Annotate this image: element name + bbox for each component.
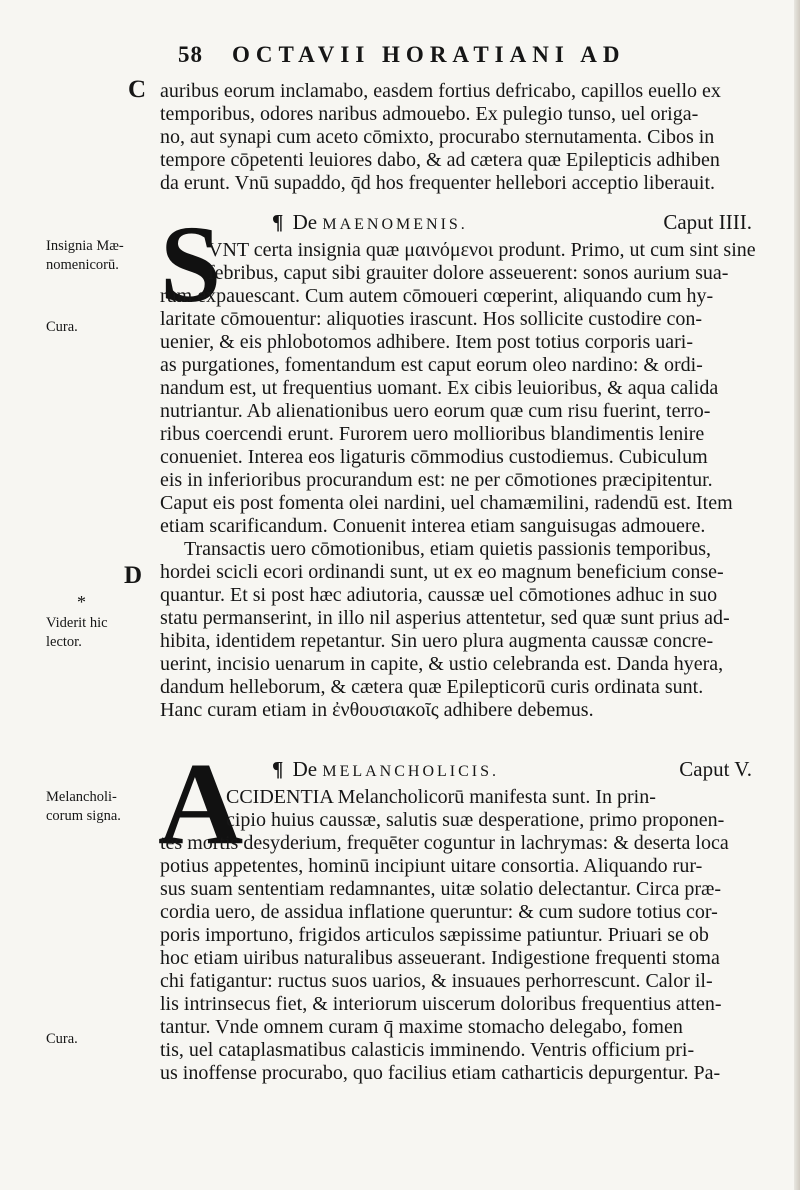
text-line: temporibus, odores naribus admouebo. Ex pulegio tunso, uel origa- <box>160 103 699 125</box>
marginal-note-melancholicorum <box>46 788 146 826</box>
text-line: dandum helleborum, & cætera quæ Epilepticorū curis ordinata sunt. <box>160 676 704 698</box>
text-line: febribus, caput sibi grauiter dolore asseuerent: sonos aurium sua- <box>208 262 729 284</box>
text-line: poris importuno, frigidos articulos sæpissime patiuntur. Priuari se ob <box>160 924 709 946</box>
text-line: tantur. Vnde omnem curam q̄ maxime stomacho delegabo, fomen <box>160 1016 683 1038</box>
paragraph-melancholicis-head <box>226 786 782 832</box>
text-line: uenier, & eis phlobotomos adhibere. Item post totius corporis uari- <box>160 331 693 353</box>
text-line: hibita, identidem repetantur. Sin uero plura augmenta caussæ concre- <box>160 630 714 652</box>
marginal-line: Viderit hic <box>46 615 108 631</box>
marginal-line: Insignia Mæ- <box>46 238 124 254</box>
text-line: quantur. Et si post hæc adiutoria, caussæ uel cōmotiones adhuc in suo <box>160 584 718 606</box>
text-line: eis in inferioribus procurandum est: ne per cōmotiones præcipitentur. <box>160 469 713 491</box>
text-line: etiam scarificandum. Conuenit interea etiam sanguisugas admouere. <box>160 515 706 537</box>
text-line: as purgationes, fomentandum est caput eorum oleo nardino: & ordi- <box>160 354 703 376</box>
drop-cap-a: A <box>158 738 244 869</box>
text-line: us inoffense procurabo, quo facilius etiam catharticis depurgentur. Pa- <box>160 1062 721 1084</box>
marginal-note-cura-2: Cura. <box>46 1031 78 1047</box>
caput-number: Caput IIII. <box>663 210 752 234</box>
text-line: statu permanserint, in illo nil asperius attentetur, sed quæ sunt prius ad- <box>160 607 730 629</box>
heading-de: De <box>292 757 318 781</box>
text-line: Transactis uero cōmotionibus, etiam quietis passionis temporibus, <box>184 538 711 560</box>
text-line: hordei scicli ecori ordinandi sunt, ut ex eo magnum beneficium conse- <box>160 561 724 583</box>
chapter-heading-melancholicis <box>272 757 772 785</box>
text-line: auribus eorum inclamabo, easdem fortius defricabo, capillos euello ex <box>160 80 721 102</box>
text-line: conueniet. Interea eos ligaturis cōmmodius custodiemus. Cubiculum <box>160 446 708 468</box>
marginal-line: Melancholi- <box>46 789 117 805</box>
text-line: VNT certa insignia quæ μαινόμενοι produnt. Primo, ut cum sint sine <box>208 239 756 261</box>
margin-letter-d: D <box>124 562 143 589</box>
heading-title: MELANCHOLICIS. <box>322 763 500 780</box>
text-line: cordia uero, de assidua inflatione queruntur: & cum sudore totius cor- <box>160 901 718 923</box>
drop-cap-s: S <box>160 203 222 325</box>
pilcrow: ¶ <box>272 210 284 234</box>
heading-de: De <box>292 210 318 234</box>
chapter-heading-maenomenis <box>272 210 772 238</box>
text-line: uerint, incisio uenarum in capite, & ustio celebranda est. Danda hyera, <box>160 653 724 675</box>
text-line: nandum est, ut frequentius uomant. Ex cibis leuioribus, & aqua calida <box>160 377 719 399</box>
text-line: no, aut synapi cum aceto cōmixto, procurabo sternutamenta. Cibos in <box>160 126 715 148</box>
text-line: Hanc curam etiam in ἐνθουσιακοῖς adhibere debemus. <box>160 699 594 721</box>
paragraph-maenomenis-head <box>208 239 782 285</box>
running-head <box>178 42 738 72</box>
marginal-line: lector. <box>46 634 82 650</box>
text-line: laritate cōmouentur: aliquoties irascunt. Hos sollicite custodire con- <box>160 308 703 330</box>
marginal-line: corum signa. <box>46 808 121 824</box>
text-line: tempore cōpetenti leuiores dabo, & ad cætera quæ Epilepticis adhiben <box>160 149 720 171</box>
heading-title: MAENOMENIS. <box>322 216 468 233</box>
page-edge <box>794 0 800 1190</box>
caput-number: Caput V. <box>679 757 752 781</box>
text-line: tes mortis desyderium, frequēter coguntur in lachrymas: & deserta loca <box>160 832 729 854</box>
marginal-note-viderit <box>46 614 146 652</box>
marginal-note-insignia <box>46 237 146 275</box>
text-line: tis, uel cataplasmatibus calasticis imminendo. Ventris officium pri- <box>160 1039 695 1061</box>
paragraph-intro <box>160 80 782 195</box>
asterisk-mark: * <box>77 592 86 612</box>
text-line: ribus coercendi erunt. Furorem uero mollioribus blandimentis lenire <box>160 423 705 445</box>
text-line: chi fatigantur: ructus suos uarios, & insuaues perhorrescunt. Calor il- <box>160 970 713 992</box>
page-number: 58 <box>178 42 203 67</box>
paragraph-maenomenis <box>160 285 782 722</box>
text-line: cipio huius caussæ, salutis suæ desperatione, primo proponen- <box>226 809 725 831</box>
running-title: OCTAVII HORATIANI AD <box>232 42 626 67</box>
margin-letter-c: C <box>128 76 147 103</box>
text-line: potius appetentes, hominū incipiunt uitare consortia. Aliquando rur- <box>160 855 703 877</box>
text-line: lis intrinsecus fiet, & interiorum uiscerum doloribus frequentius atten- <box>160 993 722 1015</box>
marginal-line: nomenicorū. <box>46 257 119 273</box>
text-line: rum expauescant. Cum autem cōmoueri cœperint, aliquando cum hy- <box>160 285 714 307</box>
text-line: sus suam sententiam redamnantes, uitæ solatio delectantur. Circa præ- <box>160 878 721 900</box>
text-line: CCIDENTIA Melancholicorū manifesta sunt. In prin- <box>226 786 656 808</box>
marginal-note-cura: Cura. <box>46 319 78 335</box>
paragraph-melancholicis <box>160 832 782 1085</box>
text-line: hoc etiam uiribus naturalibus asseuerant. Indigestione frequenti stoma <box>160 947 720 969</box>
text-line: da erunt. Vnū supaddo, q̄d hos frequenter hellebori acceptio liberauit. <box>160 172 716 194</box>
text-line: nutriantur. Ab alienationibus uero eorum quæ cum risu fuerint, terro- <box>160 400 711 422</box>
text-line: Caput eis post fomenta olei nardini, uel chamæmilini, radendū est. Item <box>160 492 733 514</box>
pilcrow: ¶ <box>272 757 284 781</box>
